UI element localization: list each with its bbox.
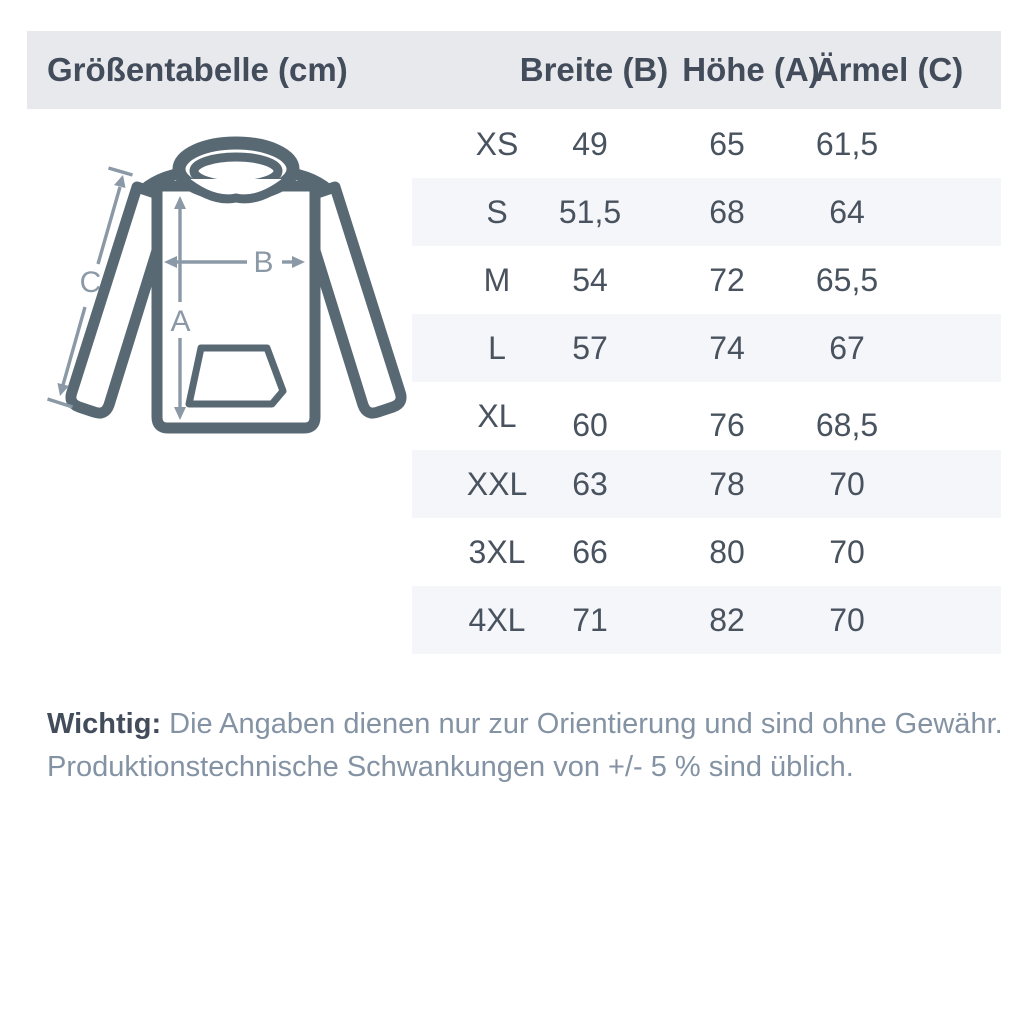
disclaimer-label: Wichtig: xyxy=(47,708,162,740)
size-row-xs xyxy=(412,110,1001,178)
size-label: XS xyxy=(475,125,519,162)
size-row-3xl xyxy=(412,518,1001,586)
size-row-l xyxy=(412,314,1001,382)
size-label: XL xyxy=(477,397,517,434)
hoehe-value: 72 xyxy=(709,261,745,298)
aermel-value: 64 xyxy=(829,193,865,230)
size-row-s xyxy=(412,178,1001,246)
size-row-4xl xyxy=(412,586,1001,654)
disclaimer-note xyxy=(47,703,1003,789)
hoehe-value: 78 xyxy=(709,465,745,502)
size-table xyxy=(412,110,1001,654)
hoehe-value: 68 xyxy=(709,193,745,230)
disclaimer-line-2: Produktionstechnische Schwankungen von +/- 5 % sind üblich. xyxy=(47,751,854,783)
dimension-c-label: C xyxy=(79,266,103,299)
size-label: 3XL xyxy=(468,533,526,570)
size-label: M xyxy=(483,261,511,298)
aermel-value: 70 xyxy=(829,465,865,502)
hoehe-value: 76 xyxy=(709,406,745,443)
disclaimer-line-1: Die Angaben dienen nur zur Orientierung und sind ohne Gewähr. xyxy=(169,708,1003,740)
size-row-xl xyxy=(412,382,1001,450)
breite-value: 71 xyxy=(572,601,608,638)
breite-value: 66 xyxy=(572,533,608,570)
dimension-a-label: A xyxy=(170,305,192,338)
hoehe-value: 82 xyxy=(709,601,745,638)
size-chart-header xyxy=(27,31,1001,109)
hoehe-value: 65 xyxy=(709,125,745,162)
aermel-value: 70 xyxy=(829,533,865,570)
size-label: S xyxy=(486,193,508,230)
hoodie-measurement-diagram xyxy=(30,128,422,458)
size-row-m xyxy=(412,246,1001,314)
hoodie-pocket xyxy=(189,348,283,404)
size-label: L xyxy=(488,329,506,366)
hoehe-value: 74 xyxy=(709,329,745,366)
size-chart-title: Größentabelle (cm) xyxy=(47,51,348,88)
breite-value: 54 xyxy=(572,261,608,298)
breite-value: 51,5 xyxy=(558,193,622,230)
column-header-breite: Breite (B) xyxy=(519,51,669,88)
size-label: 4XL xyxy=(468,601,526,638)
hoehe-value: 80 xyxy=(709,533,745,570)
breite-value: 57 xyxy=(572,329,608,366)
size-label: XXL xyxy=(466,465,528,502)
breite-value: 49 xyxy=(572,125,608,162)
breite-value: 60 xyxy=(572,406,608,443)
size-row-xxl xyxy=(412,450,1001,518)
aermel-value: 70 xyxy=(829,601,865,638)
aermel-value: 65,5 xyxy=(815,261,879,298)
aermel-value: 67 xyxy=(829,329,865,366)
dimension-b-label: B xyxy=(253,246,275,279)
aermel-value: 68,5 xyxy=(815,406,879,443)
column-header-aermel: Ärmel (C) xyxy=(814,51,964,88)
aermel-value: 61,5 xyxy=(815,125,879,162)
hoodie-hood xyxy=(179,143,293,199)
breite-value: 63 xyxy=(572,465,608,502)
column-header-hoehe: Höhe (A) xyxy=(682,51,820,88)
